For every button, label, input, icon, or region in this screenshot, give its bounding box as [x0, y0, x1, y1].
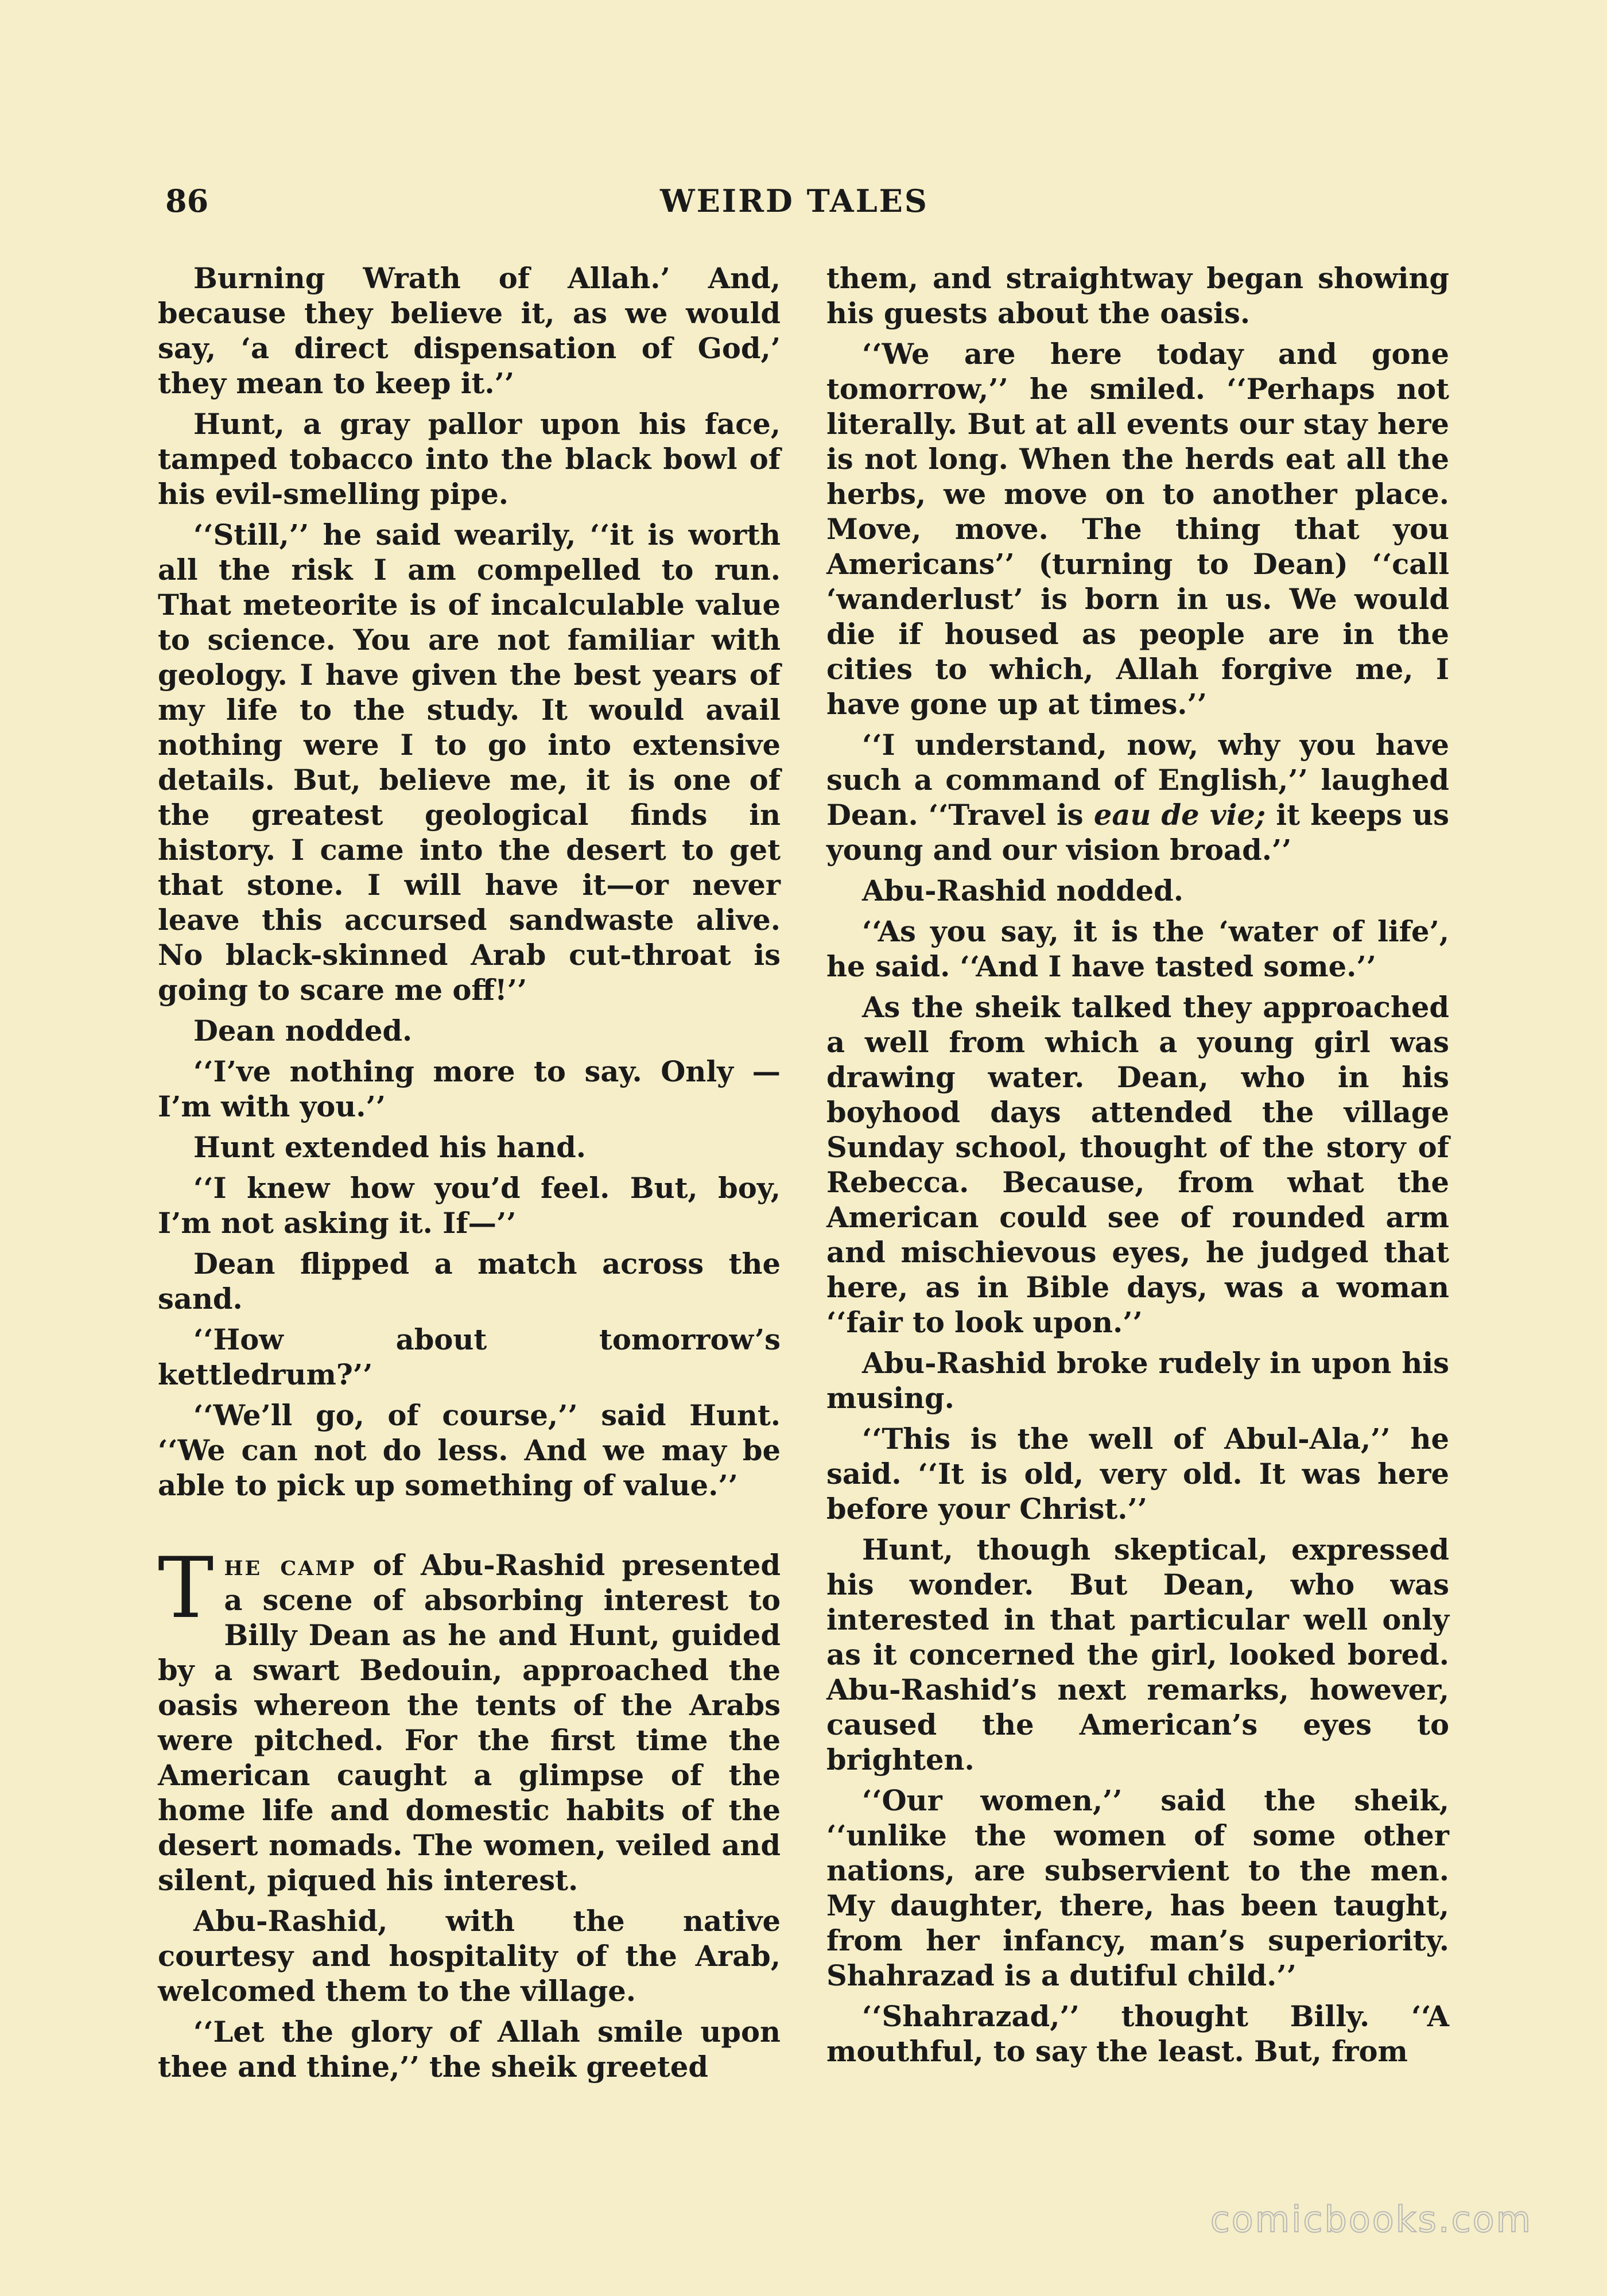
small-caps-lead: he camp: [224, 1549, 356, 1582]
paragraph: ‘‘Our women,’’ said the sheik, ‘‘unlike the women of some other nations, are subservient to the men. My daughter, there, has been taught, from her infancy, man’s superiority. Shahrazad is a dutiful child.’’: [826, 1784, 1449, 1992]
paragraph: ‘‘Let the glory of Allah smile upon thee and thine,’’ the sheik greeted: [158, 2015, 781, 2084]
paragraph: Abu-Rashid, with the native courtesy and hospitality of the Arab, welcomed them to the village.: [158, 1905, 781, 2008]
quote-text: ‘‘I understand, now, why you have such a command of English,’’ laughed Dean. ‘‘Travel is: [826, 728, 1449, 832]
section-text: of Abu-Rashid presented a scene of absorbing interest to Billy Dean as he and Hunt, guided by a swart Bedouin, approached the oasis whereon the tents of the Arabs were pitched. For the first time the American caught a glimpse of the home life and domestic habits of the desert nomads. The women, veiled and silent, piqued his interest.: [158, 1549, 781, 1897]
paragraph: Abu-Rashid broke rudely in upon his musing.: [826, 1347, 1449, 1415]
paragraph: Abu-Rashid nodded.: [862, 874, 1183, 907]
section-opening-paragraph: [158, 1539, 781, 1898]
paragraph: ‘‘This is the well of Abul-Ala,’’ he said. ‘‘It is old, very old. It was here before your Christ.’’: [826, 1422, 1449, 1526]
page-number: 86: [165, 183, 209, 219]
paragraph: [826, 728, 1449, 868]
paragraph: Dean nodded.: [193, 1014, 413, 1048]
paragraph: Hunt, a gray pallor upon his face, tamped tobacco into the black bowl of his evil-smelling pipe.: [158, 408, 781, 511]
paragraph: Hunt extended his hand.: [193, 1131, 586, 1164]
right-column: [826, 261, 1449, 2075]
paragraph: ‘‘We’ll go, of course,’’ said Hunt. ‘‘We can not do less. And we may be able to pick up something of value.’’: [158, 1399, 781, 1502]
watermark: comicbooks.com: [1210, 2198, 1532, 2240]
paragraph: ‘‘Still,’’ he said wearily, ‘‘it is worth all the risk I am compelled to run. That meteorite is of incalculable value to science. You are not familiar with geology. I have given the best years of my life to the study. It would avail nothing were I to go into extensive details. But, believe me, it is one of the greatest geological finds in history. I came into the desert to get that stone. I will have it—or never leave this accursed sandwaste alive. No black-skinned Arab cut-throat is going to scare me off!’’: [158, 518, 781, 1007]
paragraph: ‘‘I’ve nothing more to say. Only —I’m with you.’’: [158, 1055, 781, 1123]
paragraph: them, and straightway began showing his guests about the oasis.: [826, 262, 1449, 330]
quote-text: it keeps us young and our vision broad.’’: [826, 798, 1449, 867]
paragraph: ‘‘How about tomorrow’s kettledrum?’’: [158, 1323, 781, 1391]
italic-phrase: eau de vie;: [1093, 798, 1266, 832]
paragraph: As the sheik talked they approached a well from which a young girl was drawing water. Dean, who in his boyhood days attended the village Sunday school, thought of the story of Rebecca. Because, from what the American could see of rounded arm and mischievous eyes, he judged that here, as in Bible days, was a woman ‘‘fair to look upon.’’: [826, 991, 1449, 1339]
left-column: [158, 261, 781, 2091]
paragraph: Burning Wrath of Allah.’ And, because they believe it, as we would say, ‘a direct dispensation of God,’ they mean to keep it.’’: [158, 262, 781, 400]
drop-cap: T: [158, 1539, 214, 1637]
paragraph: ‘‘Shahrazad,’’ thought Billy. ‘‘A mouthful, to say the least. But, from: [826, 2000, 1449, 2068]
running-title: WEIRD TALES: [660, 183, 929, 219]
paragraph: ‘‘As you say, it is the ‘water of life’, he said. ‘‘And I have tasted some.’’: [826, 915, 1449, 983]
paragraph: Hunt, though skeptical, expressed his wonder. But Dean, who was interested in that particular well only as it concerned the girl, looked bored. Abu-Rashid’s next remarks, however, caused the American’s eyes to brighten.: [826, 1533, 1449, 1777]
paragraph: ‘‘We are here today and gone tomorrow,’’ he smiled. ‘‘Perhaps not literally. But at all events our stay here is not long. When the herds eat all the herbs, we move on to another place. Move, move. The thing that you Americans’’ (turning to Dean) ‘‘call ‘wanderlust’ is born in us. We would die if housed as people are in the cities to which, Allah forgive me, I have gone up at times.’’: [826, 338, 1449, 721]
paragraph: ‘‘I knew how you’d feel. But, boy, I’m not asking it. If—’’: [158, 1172, 781, 1240]
paragraph: Dean flipped a match across the sand.: [158, 1247, 781, 1316]
